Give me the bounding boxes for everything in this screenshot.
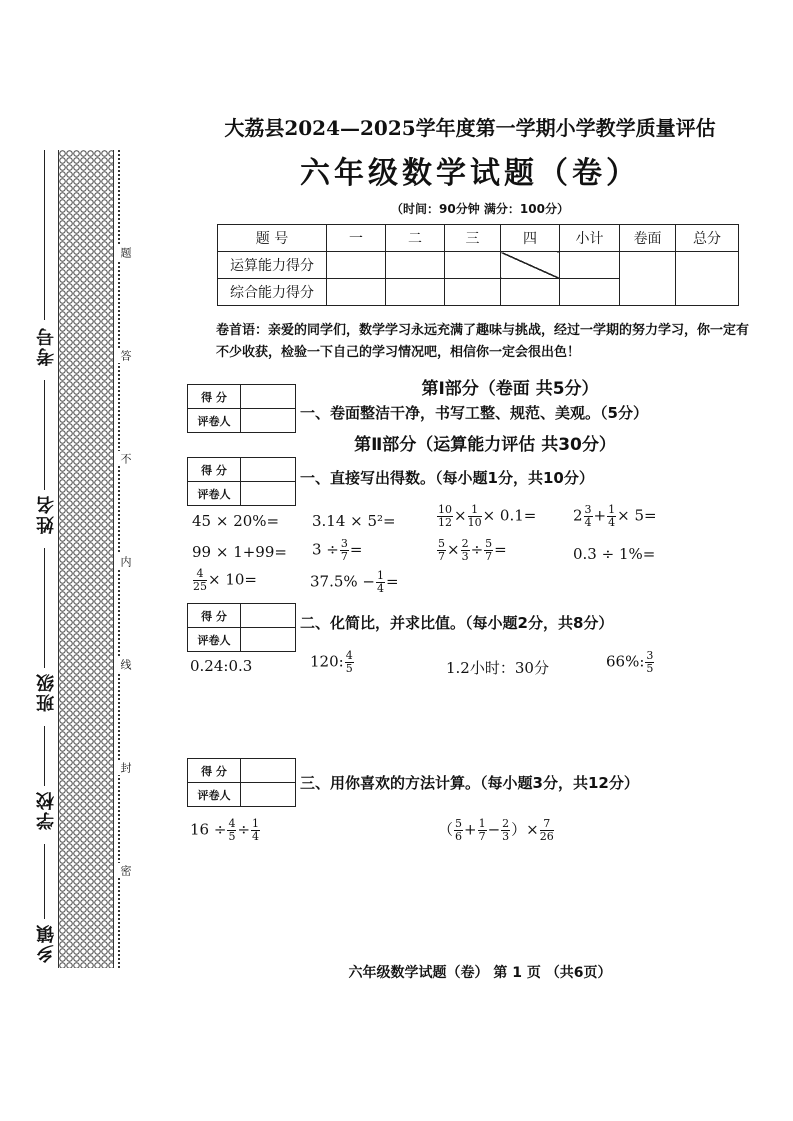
seal-char-3: 不	[119, 453, 132, 464]
part1-heading: 第Ⅰ部分（卷面 共5分）	[421, 379, 599, 399]
grader-name-cell[interactable]	[241, 482, 296, 506]
score-header-cell: 总分	[676, 225, 739, 252]
score-header-cell: 四	[501, 225, 560, 252]
q1-item-g: $\frac{5}{7}$ × $\frac{2}{3}$ ÷ $\frac{5}{7}$ =	[438, 537, 507, 563]
score-cell[interactable]	[445, 252, 501, 279]
grader-name-label: 评卷人	[188, 409, 241, 433]
score-cell[interactable]	[560, 252, 620, 279]
grader-score-label: 得 分	[188, 385, 241, 409]
q1-item-c: $\frac{10}{12}$ × $\frac{1}{10}$ × 0.1=	[438, 503, 537, 529]
score-cell-tidiness[interactable]	[620, 252, 676, 306]
grader-score-cell[interactable]	[241, 458, 296, 482]
seal-char-1: 题	[119, 247, 132, 258]
grader-name-label: 评卷人	[188, 482, 241, 506]
q1-item-h: 0.3 ÷ 1%=	[573, 545, 656, 563]
score-header-cell: 三	[445, 225, 501, 252]
score-header-cell: 题 号	[218, 225, 327, 252]
score-cell[interactable]	[386, 279, 445, 306]
q2-item-d: 66%: $\frac{3}{5}$	[606, 649, 654, 675]
score-table-header-row	[218, 225, 739, 252]
grader-name-cell[interactable]	[241, 783, 296, 807]
q2-item-c: 1.2小时：30分	[446, 659, 549, 677]
label-exam-number: 考号	[36, 326, 57, 366]
grader-box-3	[187, 603, 296, 652]
exam-number-line	[44, 150, 45, 320]
seal-char-4: 内	[119, 556, 132, 567]
label-town: 乡镇	[36, 923, 57, 963]
score-table-row	[218, 252, 739, 279]
grader-box-1	[187, 384, 296, 433]
exam-title-line1: 大荔县2024—2025学年度第一学期小学教学质量评估	[224, 116, 716, 140]
score-cell-slashed	[501, 252, 560, 279]
score-cell[interactable]	[501, 279, 560, 306]
score-header-cell: 二	[386, 225, 445, 252]
grader-score-cell[interactable]	[241, 385, 296, 409]
score-table	[217, 224, 739, 306]
grader-score-cell[interactable]	[241, 759, 296, 783]
label-class: 班级	[36, 672, 57, 712]
score-cell[interactable]	[327, 252, 386, 279]
score-row-label: 综合能力得分	[218, 279, 327, 306]
grader-name-label: 评卷人	[188, 783, 241, 807]
q1-item-j: 37.5% − $\frac{1}{4}$ =	[310, 569, 399, 595]
page-footer: 六年级数学试题（卷） 第 1 页 （共6页）	[348, 965, 612, 981]
score-row-label: 运算能力得分	[218, 252, 327, 279]
q1-item-i: $\frac{4}{25}$ × 10=	[193, 567, 257, 593]
seal-char-5: 线	[119, 659, 132, 670]
label-school: 学校	[36, 790, 57, 830]
intro-text: 卷首语：亲爱的同学们，数学学习永远充满了趣味与挑战，经过一学期的努力学习，你一定有不少收获，检验一下自己的学习情况吧，相信你一定会很出色！	[216, 323, 750, 360]
q1-item-f: 3 ÷ $\frac{3}{7}$ =	[312, 537, 363, 563]
grader-score-label: 得 分	[188, 458, 241, 482]
part2-q1: 一、直接写出得数。（每小题1分，共10分）	[300, 469, 594, 487]
seal-char-2: 答	[119, 350, 132, 361]
score-cell[interactable]	[445, 279, 501, 306]
q2-item-b: 120: $\frac{4}{5}$	[310, 649, 353, 675]
q3-item-b: （ $\frac{5}{6}$ + $\frac{1}{7}$ − $\frac{2}{3}$ ）× $\frac{7}{26}$	[438, 817, 554, 843]
binding-bead-strip	[58, 150, 114, 968]
score-cell[interactable]	[327, 279, 386, 306]
town-line	[44, 844, 45, 919]
part2-heading: 第Ⅱ部分（运算能力评估 共30分）	[354, 435, 616, 455]
grader-name-cell[interactable]	[241, 628, 296, 652]
exam-time-info: （时间：90分钟 满分：100分）	[391, 202, 569, 216]
part2-q2: 二、化简比，并求比值。（每小题2分，共8分）	[300, 614, 614, 632]
seal-char-7: 密	[119, 865, 132, 876]
part2-q3: 三、用你喜欢的方法计算。（每小题3分，共12分）	[300, 774, 639, 792]
score-header-cell: 一	[327, 225, 386, 252]
grader-box-4	[187, 758, 296, 807]
q2-item-a: 0.24:0.3	[190, 657, 253, 675]
grader-box-2	[187, 457, 296, 506]
q1-item-a: 45 × 20%=	[192, 512, 280, 530]
q1-item-d: 2 $\frac{3}{4}$ + $\frac{1}{4}$ × 5=	[573, 503, 657, 529]
school-line	[44, 726, 45, 786]
label-name: 姓名	[36, 494, 57, 534]
q3-item-a: 16 ÷ $\frac{4}{5}$ ÷ $\frac{1}{4}$	[190, 817, 260, 843]
q1-item-b: 3.14 × 5²=	[312, 512, 396, 530]
score-header-cell: 卷面	[620, 225, 676, 252]
score-cell[interactable]	[560, 279, 620, 306]
name-line	[44, 380, 45, 490]
grader-score-label: 得 分	[188, 604, 241, 628]
grader-score-label: 得 分	[188, 759, 241, 783]
score-header-cell: 小计	[560, 225, 620, 252]
part1-question: 一、卷面整洁干净，书写工整、规范、美观。（5分）	[300, 404, 648, 422]
score-cell-total[interactable]	[676, 252, 739, 306]
grader-name-cell[interactable]	[241, 409, 296, 433]
seal-char-6: 封	[119, 762, 132, 773]
exam-title-line2: 六年级数学试题（卷）	[300, 156, 640, 191]
class-line	[44, 548, 45, 668]
q1-item-e: 99 × 1+99=	[192, 543, 287, 561]
score-cell[interactable]	[386, 252, 445, 279]
grader-score-cell[interactable]	[241, 604, 296, 628]
grader-name-label: 评卷人	[188, 628, 241, 652]
